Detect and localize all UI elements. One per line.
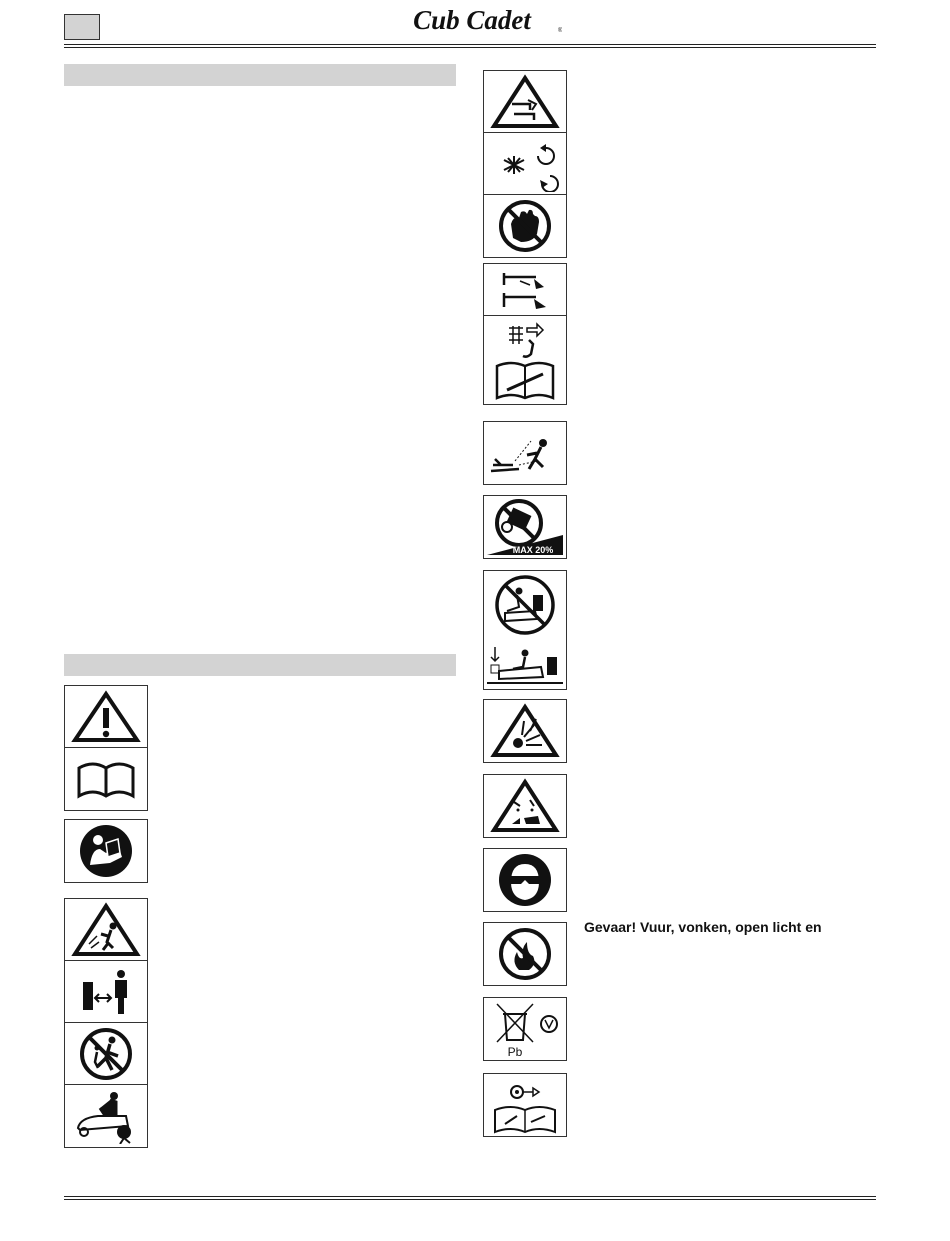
manual-book-icon <box>65 748 147 810</box>
thrown-person-icon <box>484 422 566 484</box>
rotating-blades-icon <box>484 133 566 195</box>
header-rule <box>64 44 876 45</box>
service-manual-icon <box>484 316 566 404</box>
footer-rule <box>64 1196 876 1197</box>
section-heading-bar <box>64 64 456 86</box>
warning-triangle-icon <box>65 686 147 748</box>
read-manual-icon <box>65 820 147 882</box>
header-rule-2 <box>64 47 876 48</box>
key-manual-icon <box>484 1074 566 1136</box>
icon-group-slope <box>483 495 567 559</box>
icon-group-blades <box>483 70 567 258</box>
explosion-warning-icon <box>484 700 566 762</box>
svg-text:®: ® <box>558 28 562 34</box>
icon-group-key-manual <box>483 1073 567 1137</box>
icon-group-general-warning <box>64 685 148 811</box>
recycling-icon <box>484 998 566 1060</box>
no-children-icon <box>65 1023 147 1085</box>
brand-name: Cub Cadet <box>413 5 531 35</box>
icon-group-no-fire <box>483 922 567 986</box>
icon-group-corrosive <box>483 774 567 838</box>
slope-label: MAX 20% <box>512 545 554 555</box>
recycling-label: Pb <box>507 1045 523 1058</box>
icon-group-recycling <box>483 997 567 1061</box>
blade-position-icon <box>484 264 566 316</box>
no-hands-icon <box>484 195 566 257</box>
no-fire-icon <box>484 923 566 985</box>
no-passenger-icon <box>484 571 566 689</box>
icon-group-eye-protection <box>483 848 567 912</box>
max-slope-icon <box>484 496 566 558</box>
eye-protection-icon <box>484 849 566 911</box>
icon-group-no-passenger <box>483 570 567 690</box>
icon-group-thrown-person <box>483 421 567 485</box>
thrown-objects-warning-icon <box>65 899 147 961</box>
icon-group-explosion <box>483 699 567 763</box>
icon-group-blade-service <box>483 263 567 405</box>
rider-mower-icon <box>65 1085 147 1147</box>
footer-rule-2 <box>64 1199 876 1200</box>
keep-distance-icon <box>65 961 147 1023</box>
cub-cadet-logo <box>382 4 562 36</box>
page-number-box <box>64 14 100 40</box>
icon-group-read-manual <box>64 819 148 883</box>
corrosive-warning-icon <box>484 775 566 837</box>
blade-hazard-warning-icon <box>484 71 566 133</box>
icon-group-bystanders <box>64 898 148 1148</box>
section-heading-bar <box>64 654 456 676</box>
fire-warning-text: Gevaar! Vuur, vonken, open licht en <box>584 919 822 935</box>
